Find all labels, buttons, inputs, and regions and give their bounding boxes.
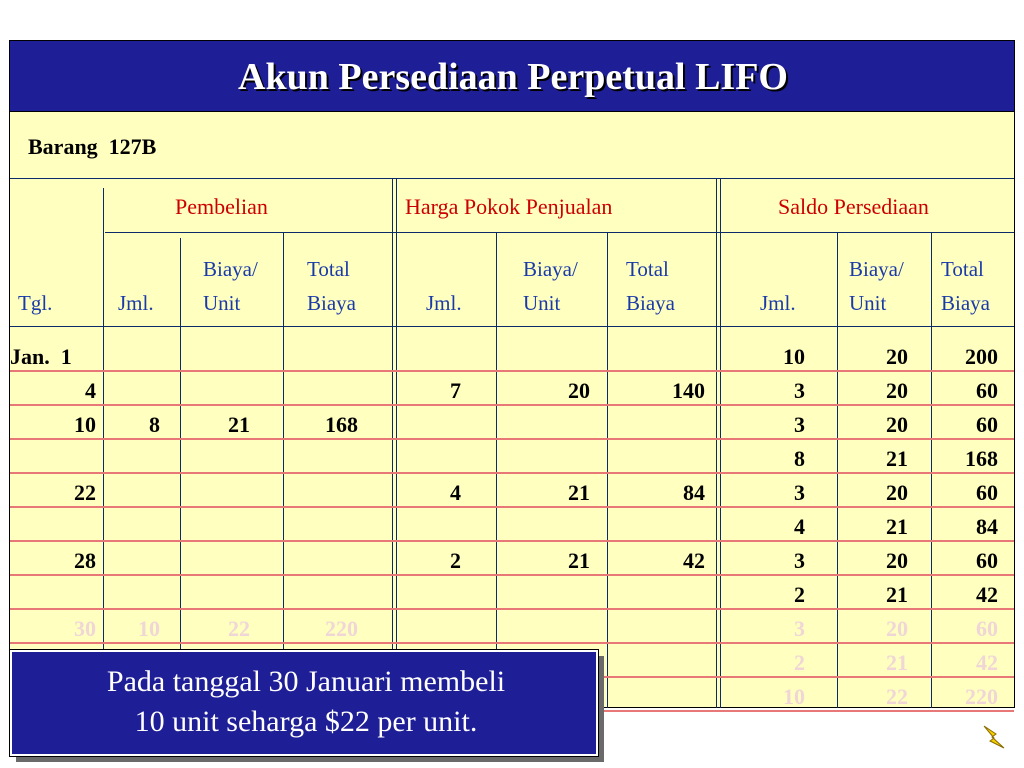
cell-b-unit: 21 [886,514,908,539]
cell-b-qty: 3 [794,548,805,573]
header-purchases: Pembelian [175,194,268,219]
title-bar [9,40,1015,112]
cell-b-unit: 20 [886,412,908,437]
col-purchase-total-1: Total [307,257,350,281]
cell-date: 4 [85,378,96,403]
col-cogs-unit-2: Unit [523,291,561,315]
col-purchase-unit-2: Unit [203,291,241,315]
cell-date: 10 [74,412,96,437]
col-purchase-unit-1: Biaya/ [203,257,258,281]
ledger-table [9,112,1015,708]
callout-box [10,650,598,756]
cell-b-qty: 2 [794,650,805,675]
cell-b-total: 60 [976,480,998,505]
item-label: Barang 127B [28,134,157,159]
cell-b-qty: 4 [794,514,805,539]
col-date: Tgl. [18,291,53,315]
cell-b-total: 42 [976,582,998,607]
lightning-bolt-icon[interactable] [980,722,1010,752]
cell-b-total: 84 [976,514,998,539]
callout-line-1: Pada tanggal 30 Januari membeli [106,665,506,698]
col-balance-total-2: Biaya [941,291,990,315]
cell-b-qty: 3 [794,412,805,437]
col-purchase-qty: Jml. [118,291,154,315]
cell-date: Jan. 1 [10,344,72,369]
col-cogs-total-2: Biaya [626,291,675,315]
cell-c-total: 84 [683,480,705,505]
cell-c-qty: 4 [450,480,461,505]
cell-b-total: 220 [965,684,998,709]
cell-b-qty: 10 [783,344,805,369]
cell-b-qty: 3 [794,378,805,403]
cell-b-unit: 21 [886,446,908,471]
cell-c-qty: 7 [450,378,461,403]
callout-text [12,662,600,742]
cell-date: 22 [74,480,96,505]
cell-b-total: 42 [976,650,998,675]
cell-b-total: 60 [976,378,998,403]
cell-b-unit: 20 [886,344,908,369]
cell-c-unit: 20 [568,378,590,403]
cell-b-unit: 21 [886,582,908,607]
col-cogs-qty: Jml. [426,291,462,315]
cell-b-total: 60 [976,548,998,573]
col-cogs-unit-1: Biaya/ [523,257,578,281]
cell-b-total: 200 [965,344,998,369]
cell-c-total: 42 [683,548,705,573]
col-balance-unit-2: Unit [849,291,887,315]
cell-c-total: 140 [672,378,705,403]
cell-p-unit: 22 [228,616,250,641]
cell-b-unit: 20 [886,616,908,641]
slide-title: Akun Persediaan Perpetual LIFO [238,56,788,98]
col-balance-qty: Jml. [760,291,796,315]
cell-c-unit: 21 [568,548,590,573]
callout-line-2: 10 unit seharga $22 per unit. [134,705,478,738]
col-balance-unit-1: Biaya/ [849,257,904,281]
col-balance-total-1: Total [941,257,984,281]
cell-b-unit: 21 [886,650,908,675]
cell-b-total: 168 [965,446,998,471]
cell-b-qty: 10 [783,684,805,709]
cell-b-qty: 3 [794,616,805,641]
cell-c-qty: 2 [450,548,461,573]
cell-b-unit: 20 [886,378,908,403]
col-purchase-total-2: Biaya [307,291,356,315]
cell-date: 28 [74,548,96,573]
cell-p-total: 220 [325,616,358,641]
cell-p-total: 168 [325,412,358,437]
cell-b-qty: 8 [794,446,805,471]
cell-p-unit: 21 [228,412,250,437]
cell-c-unit: 21 [568,480,590,505]
header-cogs: Harga Pokok Penjualan [405,194,613,219]
cell-b-qty: 3 [794,480,805,505]
cell-b-unit: 20 [886,548,908,573]
cell-b-unit: 20 [886,480,908,505]
col-cogs-total-1: Total [626,257,669,281]
cell-b-unit: 22 [886,684,908,709]
header-balance: Saldo Persediaan [778,194,929,219]
cell-b-total: 60 [976,616,998,641]
cell-p-qty: 10 [138,616,160,641]
cell-p-qty: 8 [149,412,160,437]
cell-b-qty: 2 [794,582,805,607]
cell-date: 30 [74,616,96,641]
cell-b-total: 60 [976,412,998,437]
